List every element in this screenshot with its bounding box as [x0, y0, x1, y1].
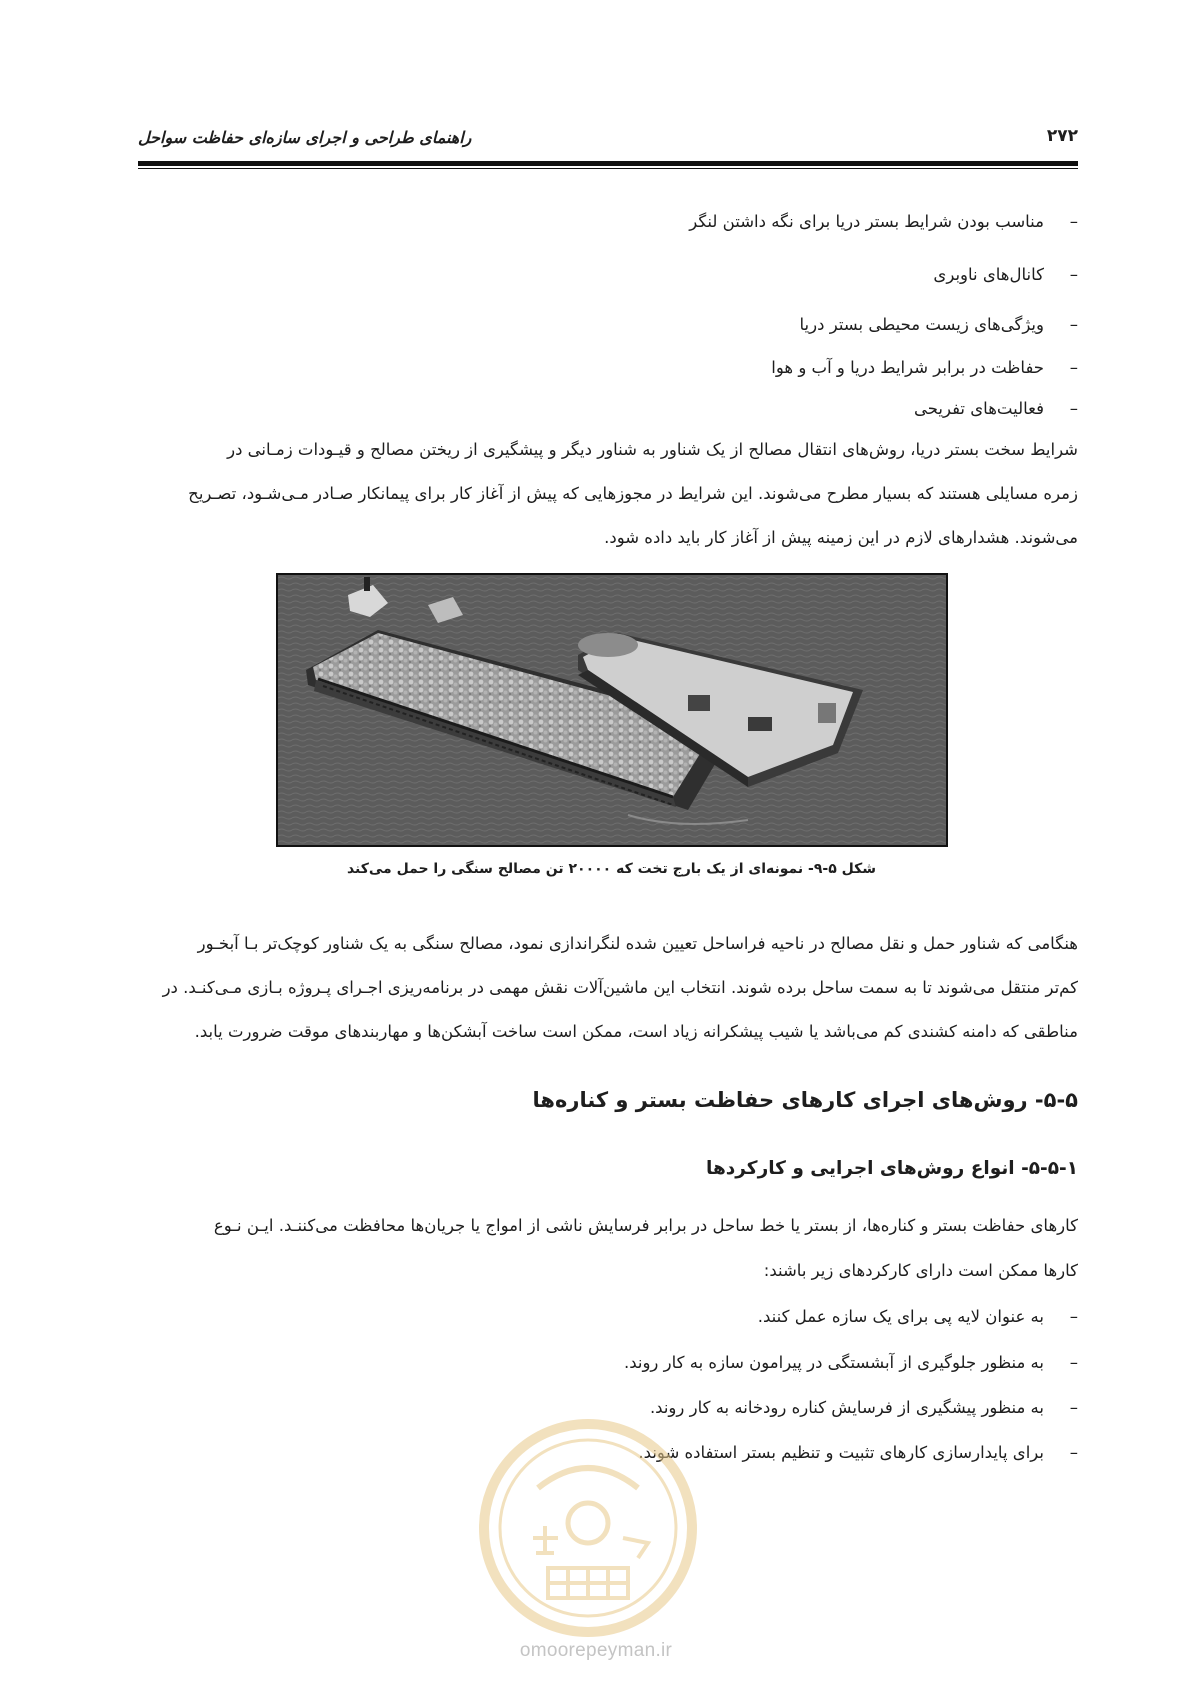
header-rule-thin — [138, 168, 1078, 169]
list-item-text: فعالیت‌های تفریحی — [913, 399, 1044, 418]
paragraph-line: کارهای حفاظت بستر و کناره‌ها، از بستر یا خط ساحل در برابر فرسایش ناشی از امواج یا جریان‌ها محافظت می‌کننـد. ایـن نـوع — [213, 1216, 1078, 1235]
bullet-dash: – — [1069, 1443, 1078, 1462]
list-item — [933, 258, 1078, 292]
list-item — [758, 1300, 1078, 1334]
running-header-title: راهنمای طراحی و اجرای سازه‌ای حفاظت سواحل — [138, 128, 472, 147]
watermark-seal-icon — [478, 1418, 698, 1638]
bullet-dash: – — [1069, 212, 1078, 231]
paragraph-line: کارها ممکن است دارای کارکردهای زیر باشند: — [763, 1261, 1078, 1280]
list-item-text: کانال‌های ناوبری — [933, 265, 1044, 284]
bullet-dash: – — [1069, 315, 1078, 334]
list-item — [638, 1436, 1078, 1470]
running-header — [138, 128, 1078, 152]
page-number: ۲۷۲ — [1046, 126, 1078, 146]
paragraph-line: هنگامی که شناور حمل و نقل مصالح در ناحیه فراساحل تعیین شده لنگراندازی نمود، مصالح سنگی به یک شناور کوچک‌تر بـا آبخـور — [197, 934, 1078, 953]
paragraph-line: زمره مسایلی هستند که بسیار مطرح می‌شوند. این شرایط در مجوزهایی که پیش از آغاز کار برای پیمانکار صـادر مـی‌شـود، تصـریح — [188, 484, 1078, 503]
section-heading: ۵-۵- روش‌های اجرای کارهای حفاظت بستر و کناره‌ها — [532, 1088, 1078, 1112]
header-rule-thick — [138, 161, 1078, 166]
figure-caption: شکل ۵-۹- نمونه‌ای از یک بارج تخت که ۲۰۰۰۰ تن مصالح سنگی را حمل می‌کند — [346, 861, 877, 877]
barge-photo-illustration — [278, 575, 946, 845]
bullet-dash: – — [1069, 1353, 1078, 1372]
paragraph-line: کم‌تر منتقل می‌شوند تا به سمت ساحل برده شوند. انتخاب این ماشین‌آلات نقش مهمی در برنامه‌ریزی اجـرای پـروژه بـازی مـی‌کنـد. در — [162, 978, 1078, 997]
list-item — [771, 351, 1078, 385]
list-item-text: حفاظت در برابر شرایط دریا و آب و هوا — [771, 358, 1044, 377]
list-item — [914, 392, 1078, 426]
list-item-text: به عنوان لایه پی برای یک سازه عمل کنند. — [757, 1307, 1044, 1326]
bullet-dash: – — [1069, 1307, 1078, 1326]
bullet-dash: – — [1069, 358, 1078, 377]
list-item-text: ویژگی‌های زیست محیطی بستر دریا — [799, 315, 1044, 334]
list-item-text: به منظور پیشگیری از فرسایش کناره رودخانه به کار روند. — [649, 1398, 1044, 1417]
paragraph-line: می‌شوند. هشدارهای لازم در این زمینه پیش از آغاز کار باید داده شود. — [604, 528, 1078, 547]
list-item — [650, 1391, 1078, 1425]
bullet-dash: – — [1069, 265, 1078, 284]
list-item-text: مناسب بودن شرایط بستر دریا برای نگه داشتن لنگر — [689, 212, 1044, 231]
paragraph-line: مناطقی که دامنه کشندی کم می‌باشد یا شیب پیشکرانه زیاد است، ممکن است ساخت آبشکن‌ها و مهاربندهای موقت ضرورت یابد. — [194, 1022, 1078, 1041]
watermark-text: omoorepeyman.ir — [519, 1640, 673, 1661]
paragraph-line: شرایط سخت بستر دریا، روش‌های انتقال مصالح از یک شناور به شناور دیگر و پیشگیری از ریختن مصالح و قیـودات زمـانی در — [227, 440, 1078, 459]
list-item-text: به منظور جلوگیری از آبشستگی در پیرامون سازه به کار روند. — [623, 1353, 1044, 1372]
list-item-text: برای پایدارسازی کارهای تثبیت و تنظیم بستر استفاده شوند. — [638, 1443, 1044, 1462]
subsection-heading: ۵-۵-۱- انواع روش‌های اجرایی و کارکردها — [706, 1158, 1078, 1179]
bullet-dash: – — [1069, 1398, 1078, 1417]
figure-barge-photo — [276, 573, 948, 847]
bullet-dash: – — [1069, 399, 1078, 418]
list-item — [689, 205, 1078, 239]
list-item — [800, 308, 1078, 342]
list-item — [624, 1346, 1078, 1380]
